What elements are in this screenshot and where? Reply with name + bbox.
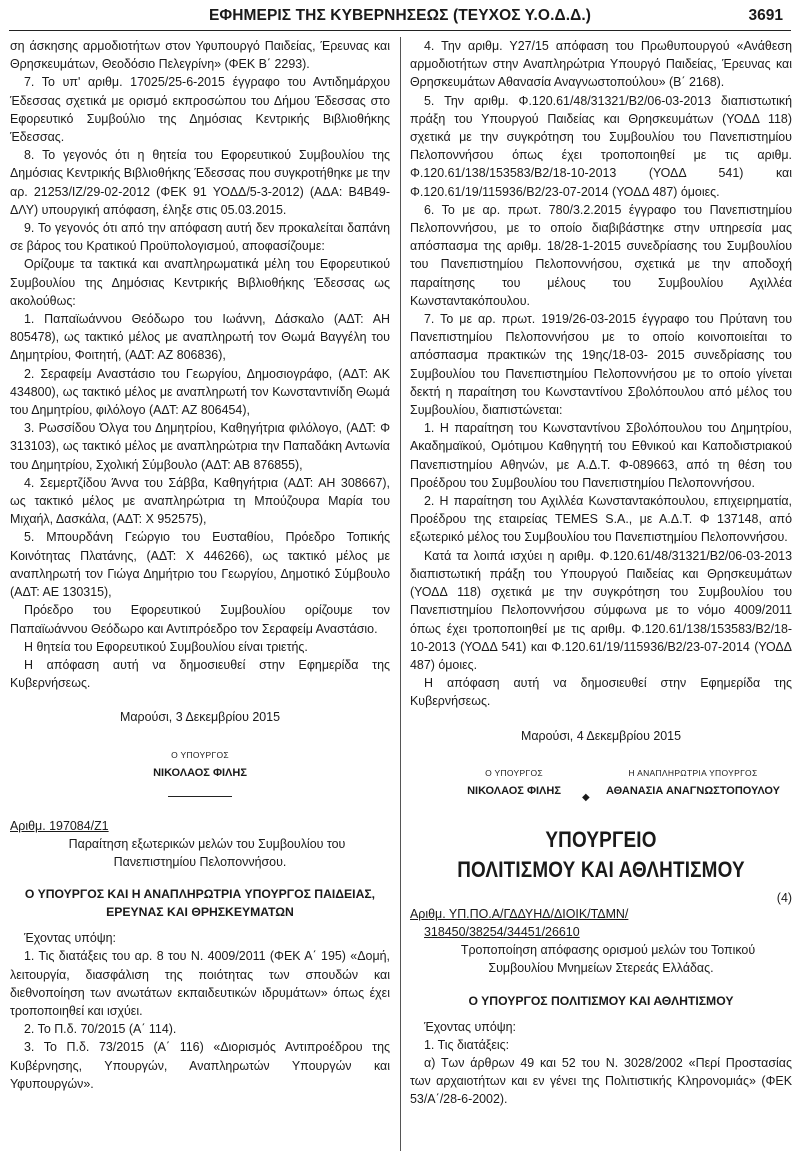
place-date: Μαρούσι, 3 Δεκεμβρίου 2015 <box>120 710 280 725</box>
place-date: Μαρούσι, 4 Δεκεμβρίου 2015 <box>521 728 681 743</box>
paragraph: Η απόφαση αυτή να δημοσιευθεί στην Εφημερίδα της Κυβερνήσεως. <box>410 676 792 709</box>
paragraph: 1. Τις διατάξεις του αρ. 8 του Ν. 4009/2011 (ΦΕΚ Α΄ 195) «Δομή, λειτουργία, διασφάλιση της ποιότητας των σπουδών και διεθνοποίηση των ανωτάτων εκπαιδευτικών ιδρυμάτων» όπως έχει τροποποιηθεί και ισχύει. <box>10 949 390 1018</box>
paragraph: Ορίζουμε τα τακτικά και αναπληρωματικά μέλη του Εφορευτικού Συμβουλίου της Δημόσιας Κεντρικής Βιβλιοθήκης Έδεσσας ως ακολούθως: <box>10 257 390 308</box>
paragraph: Έχοντας υπόψη: <box>24 931 116 946</box>
gazette-title: ΕΦΗΜΕΡΙΣ ΤΗΣ ΚΥΒΕΡΝΗΣΕΩΣ (ΤΕΥΧΟΣ Υ.Ο.Δ.Δ.) <box>208 7 592 24</box>
signatory-role: Ο ΥΠΟΥΡΓΟΣ <box>171 749 229 760</box>
paragraph: Πρόεδρο του Εφορευτικού Συμβουλίου ορίζουμε τον Παπαϊωάννου Θεόδωρο και Αντιπρόεδρο τον Σεραφείμ Αναστάσιο. <box>10 603 390 636</box>
left-column <box>10 37 390 1093</box>
decision-reference: Αριθμ. ΥΠ.ΠΟ.Α/ΓΔΔΥΗΔ/ΔΙΟΙΚ/ΤΔΜΝ/ <box>410 906 629 921</box>
paragraph: 4. Την αριθμ. Υ27/15 απόφαση του Πρωθυπουργού «Ανάθεση αρμοδιοτήτων στην Αναπληρώτρια Υπουργό Παιδείας, Έρευνας και Θρησκευμάτων Αθανασία Αναγνωστοπούλου» (Β΄ 2168). <box>410 39 792 90</box>
finding-item: 2. Η παραίτηση του Αχιλλέα Κωνσταντακόπουλου, επιχειρηματία, Προέδρου της εταιρείας TEMES S.A., με Α.Δ.Τ. Φ 137148, από εξωτερικό μέλος του Συμβουλίου του Πανεπιστημίου Πελοποννήσου. <box>410 494 792 545</box>
header-rule <box>9 30 791 31</box>
paragraph: 5. Την αριθμ. Φ.120.61/48/31321/Β2/06-03-2013 διαπιστωτική πράξη του Υπουργού Παιδείας και Θρησκευμάτων (ΥΟΔΔ 118) σχετικά με την συγκρότηση του Συμβουλίου του Πανεπιστημίου Πελοποννήσου όπως έχει τροποποιηθεί με τις αριθμ. Φ.120.61/138/153583/Β2/18-10-2013 (ΥΟΔΔ 541) και Φ.120.61/19/115936/Β2/23-07-2014 (ΥΟΔΔ 487) όμοιες. <box>410 93 792 199</box>
signature-block-deputy <box>594 767 792 800</box>
paragraph: 7. Το με αρ. πρωτ. 1919/26-03-2015 έγγραφο του Πρύτανη του Πανεπιστημίου Πελοποννήσου με το οποίο κοινοποιείται το απόσπασμα πρακτικών της 19ης/18-03- 2015 συνεδρίασης του Συμβουλίου του Πανεπιστημίου Πελοποννήσου με το οποίο γίνεται δεκτή η παραίτηση του Κωνσταντίνου Σβολόπουλου από μέλος του Συμβουλίου, διαπιστώνεται: <box>410 312 792 418</box>
page-number: 3691 <box>748 7 783 24</box>
paragraph: Έχοντας υπόψη: <box>424 1019 516 1034</box>
authority-heading: Ο ΥΠΟΥΡΓΟΣ ΚΑΙ Η ΑΝΑΠΛΗΡΩΤΡΙΑ ΥΠΟΥΡΓΟΣ ΠΑΙΔΕΙΑΣ, ΕΡΕΥΝΑΣ ΚΑΙ ΘΡΗΣΚΕΥΜΑΤΩΝ <box>24 887 376 920</box>
page-header <box>9 4 791 28</box>
member-item: 2. Σεραφείμ Αναστάσιο του Γεωργίου, Δημοσιογράφο, (ΑΔΤ: ΑΚ 434800), ως τακτικό μέλος με αναπληρωτή τον Κωνσταντινίδη Θωμά του Δημητρίου, φιλόλογο (ΑΔΤ: ΑΖ 806454), <box>10 366 390 418</box>
diamond-ornament-icon: ◆ <box>582 791 590 803</box>
paragraph: 3. Το Π.δ. 73/2015 (Α΄ 116) «Διορισμός Αντιπροέδρου της Κυβέρνησης, Υπουργών, Αναπληρωτών Υπουργών και Υφυπουργών». <box>10 1040 390 1091</box>
paragraph: Η θητεία του Εφορευτικού Συμβουλίου είναι τριετής. <box>24 639 308 654</box>
finding-item: 1. Η παραίτηση του Κωνσταντίνου Σβολόπουλου του Δημητρίου, Ακαδημαϊκού, Ομότιμου Καθηγητή του Εθνικού και Καποδιστριακού Πανεπιστημίου Αθηνών, με Α.Δ.Τ. Φ-089663, από τη θέση του Προέδρου του Συμβουλίου του Πανεπιστημίου Πελοποννήσου. <box>410 421 792 490</box>
paragraph: Κατά τα λοιπά ισχύει η αριθμ. Φ.120.61/48/31321/Β2/06-03-2013 διαπιστωτική πράξη του Υπουργού Παιδείας και Θρησκευμάτων (ΥΟΔΔ 118) σχετικά με την συγκρότηση του Συμβουλίου του Πανεπιστημίου Πελοποννήσου σύμφωνα με το νόμο 4009/2011 όπως έχει τροποποιηθεί με τις αριθμ. Φ.120.61/138/153583/Β2/18-10-2013 (ΥΟΔΔ 541) και Φ.120.61/19/115936/Β2/23-07-2014 (ΥΟΔΔ 487) όμοιες. <box>410 548 792 672</box>
member-item: 1. Παπαϊωάννου Θεόδωρο του Ιωάννη, Δάσκαλο (ΑΔΤ: ΑΗ 805478), ως τακτικό μέλος με αναπληρωτή τον Θωμά Βαγγέλη του Δημητρίου, Φοιτητή, (ΑΔΤ: ΑΖ 806836), <box>10 312 390 363</box>
right-column <box>410 37 792 1109</box>
signatory-name: ΑΘΑΝΑΣΙΑ ΑΝΑΓΝΩΣΤΟΠΟΥΛΟΥ <box>605 784 781 797</box>
authority-heading: Ο ΥΠΟΥΡΓΟΣ ΠΟΛΙΤΙΣΜΟΥ ΚΑΙ ΑΘΛΗΤΙΣΜΟΥ <box>468 993 734 1008</box>
paragraph: α) Των άρθρων 49 και 52 του Ν. 3028/2002 «Περί Προστασίας των αρχαιοτήτων και εν γένει της Πολιτιστικής Κληρονομιάς» (ΦΕΚ 53/Α΄/28-6-2002). <box>410 1055 792 1107</box>
paragraph: ση άσκησης αρμοδιοτήτων στον Υφυπουργό Παιδείας, Έρευνας και Θρησκευμάτων, Θεοδόσιο Πελεγρίνη» (ΦΕΚ Β΄ 2293). <box>10 39 390 72</box>
signatory-role: Ο ΥΠΟΥΡΓΟΣ <box>485 767 543 778</box>
signature-block-minister <box>446 767 582 800</box>
member-item: 3. Ρωσσίδου Όλγα του Δημητρίου, Καθηγήτρια φιλόλογο, (ΑΔΤ: Φ 313103), ως τακτικό μέλος με αναπληρώτρια την Παπαδάκη Αντωνία του Δημητρίου, Σχολική Σύμβουλο (ΑΔΤ: ΑΒ 876855), <box>10 421 390 472</box>
paragraph: 2. Το Π.δ. 70/2015 (Α΄ 114). <box>24 1022 177 1037</box>
signatory-role: Η ΑΝΑΠΛΗΡΩΤΡΙΑ ΥΠΟΥΡΓΟΣ <box>628 767 758 778</box>
dual-signature <box>410 767 792 815</box>
paragraph: 6. Το με αρ. πρωτ. 780/3.2.2015 έγγραφο του Πανεπιστημίου Πελοποννήσου, με το οποίο διαβιβάστηκε στην υπηρεσία μας απόσπασμα της αριθμ. 18/28-1-2015 συνεδρίασης του Συμβουλίου του Πανεπιστημίου Πελοποννήσου, σχετικά με την αποδοχή παραίτησης του μέλους του Συμβουλίου Αχιλλέα Κωνσταντακόπουλου. <box>410 202 792 308</box>
paragraph: 9. Το γεγονός ότι από την απόφαση αυτή δεν προκαλείται δαπάνη σε βάρος του Κρατικού Προϋπολογισμού, αποφασίζουμε: <box>10 221 390 254</box>
paragraph: 1. Τις διατάξεις: <box>424 1037 510 1052</box>
ministry-line: ΥΠΟΥΡΓΕΙΟ <box>545 826 657 852</box>
item-number: (4) <box>776 890 792 905</box>
decision-subject: Παραίτηση εξωτερικών μελών του Συμβουλίου του Πανεπιστημίου Πελοποννήσου. <box>68 836 346 869</box>
decision-reference: Αριθμ. 197084/Ζ1 <box>10 818 109 833</box>
decision-subject: Τροποποίηση απόφασης ορισμού μελών του Τοπικού Συμβουλίου Μνημείων Στερεάς Ελλάδας. <box>460 943 756 976</box>
paragraph: 7. Το υπ' αριθμ. 17025/25-6-2015 έγγραφο του Αντιδημάρχου Έδεσσας σχετικά με ορισμό εκπροσώπου του Δήμου Έδεσσας στο Εφορευτικό Συμβούλιο της Δημόσιας Κεντρικής Βιβλιοθήκης Έδεσσας. <box>10 75 390 145</box>
member-item: 5. Μπουρδάνη Γεώργιο του Ευσταθίου, Πρόεδρο Τοπικής Κοινότητας Πλατάνης, (ΑΔΤ: Χ 446266), ως τακτικό μέλος με αναπληρωτή τον Γιώγα Δημήτριο του Γεωργίου, Δημοτικό Σύμβουλο (ΑΔΤ: ΑΕ 130315), <box>10 530 390 600</box>
paragraph: Η απόφαση αυτή να δημοσιευθεί στην Εφημερίδα της Κυβερνήσεως. <box>10 657 390 691</box>
column-divider <box>400 37 401 1151</box>
signatory-name: ΝΙΚΟΛΑΟΣ ΦΙΛΗΣ <box>467 784 561 797</box>
decision-reference: 318450/38254/34451/26610 <box>424 924 580 939</box>
ministry-line: ΠΟΛΙΤΙΣΜΟΥ ΚΑΙ ΑΘΛΗΤΙΣΜΟΥ <box>457 856 745 882</box>
ministry-heading <box>437 825 766 885</box>
member-item: 4. Σεμερτζίδου Άννα του Σάββα, Καθηγήτρια (ΑΔΤ: ΑΗ 308667), ως τακτικό μέλος με αναπληρώτρια τη Μπούζουρα Μαρία του Μιχαήλ, Δασκάλα, (ΑΔΤ: Χ 952575), <box>10 475 390 527</box>
signatory-name: ΝΙΚΟΛΑΟΣ ΦΙΛΗΣ <box>153 766 247 779</box>
separator-rule <box>168 796 232 797</box>
paragraph: 8. Το γεγονός ότι η θητεία του Εφορευτικού Συμβουλίου της Δημόσιας Κεντρικής Βιβλιοθήκης Έδεσσας που συγκροτήθηκε με την αρ. 21253/ΙΖ/29-02-2012 (ΦΕΚ 91 ΥΟΔΔ/5-3-2012) (ΑΔΑ: Β4Β49-ΔΛΥ) υπουργική απόφαση, έληξε στις 05.03.2015. <box>10 148 390 217</box>
